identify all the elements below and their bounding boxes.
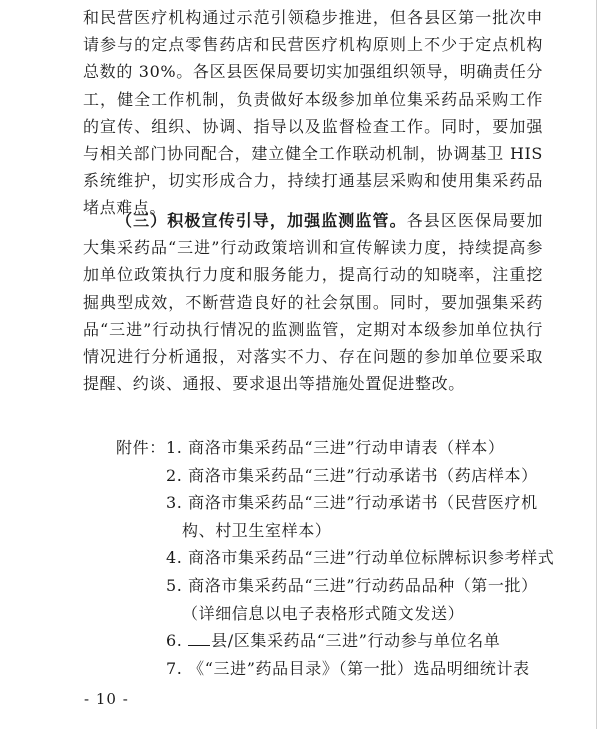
attachment-item-3: 3. 商洛市集采药品“三进”行动承诺书（民营医疗机构、村卫生室样本）	[166, 493, 538, 540]
page-edge-rule	[596, 0, 597, 729]
attachment-item-6-text: 县/区集采药品“三进”行动参与单位名单	[211, 631, 501, 651]
page-number: - 10 -	[84, 690, 129, 708]
attachment-item-4: 4. 商洛市集采药品“三进”行动单位标牌标识参考样式	[166, 548, 555, 568]
section-heading-three: （三）积极宣传引导，加强监测监管。	[116, 211, 407, 230]
attachment-item-1: 1. 商洛市集采药品“三进”行动申请表（样本）	[166, 438, 505, 457]
attachments-list	[166, 434, 556, 682]
fill-in-blank-line	[188, 631, 210, 646]
attachments-label: 附件：	[116, 438, 166, 457]
section-three-body-text: 各县区医保局要加大集采药品“三进”行动政策培训和宣传解读力度，持续提高参加单位政策执行力度和服务能力，提高行动的知晓率，注重挖掘典型成效，不断营造良好的社会氛围。同时，要加强集采药品“三进”行动执行情况的监测监管，定期对本级参加单位执行情况进行分析通报，对落实不力、存在问题的参加单位要采取提醒、约谈、通报、要求退出等措施处置促进整改。	[83, 211, 543, 394]
attachment-item-5: 5. 商洛市集采药品“三进”行动药品品种（第一批）（详细信息以电子表格形式随文发送）	[166, 575, 538, 623]
body-paragraph-section-three	[83, 207, 543, 397]
attachment-item-6	[166, 627, 556, 655]
attachment-item-7: 7. 《“三进”药品目录》（第一批）选品明细统计表	[166, 658, 530, 678]
attachment-item-6-number: 6.	[166, 631, 189, 651]
body-paragraph-continued: 和民营医疗机构通过示范引领稳步推进，但各县区第一批次申请参与的定点零售药店和民营医疗机构原则上不少于定点机构总数的 30%。各区县医保局要切实加强组织领导，明确责任分工，健全工作机制，负责做好本级参加单位集采药品采购工作的宣传、组织、协调、指导以及监督检查工作。同时，要加强与相关部门协同配合，建立健全工作联动机制，协调基卫 HIS 系统维护，切实形成合力，持续打通基层采购和使用集采药品堵点难点。	[83, 8, 543, 218]
attachment-item-2: 2. 商洛市集采药品“三进”行动承诺书（药店样本）	[166, 465, 538, 485]
